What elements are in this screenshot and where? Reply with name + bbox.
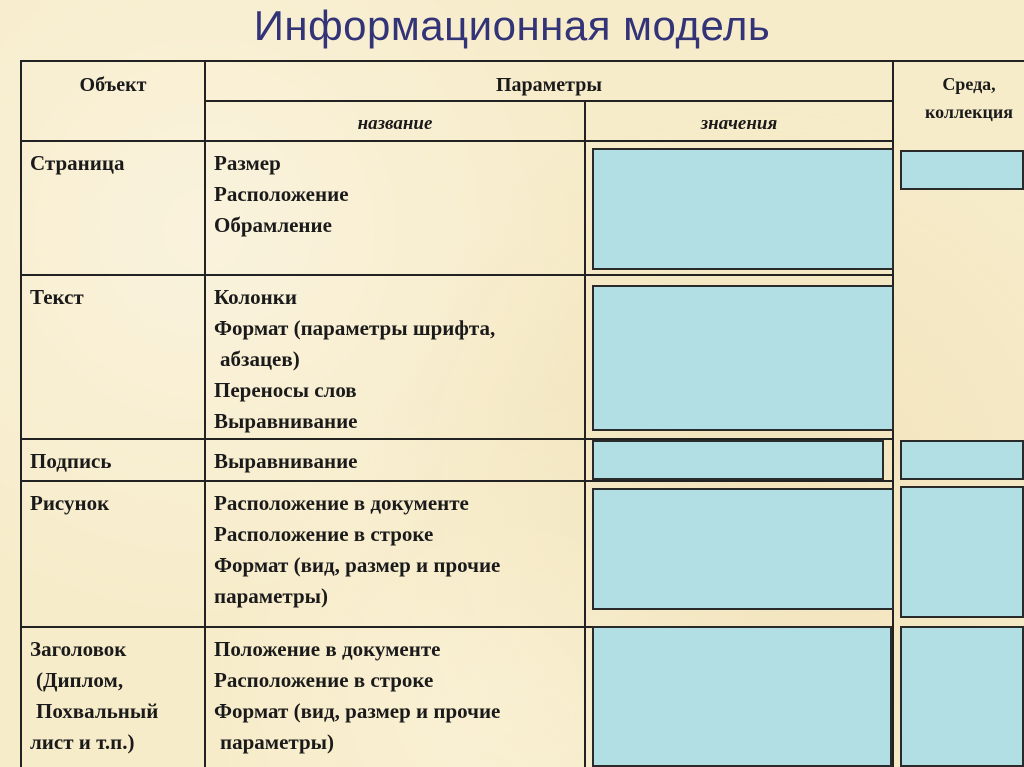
param-label: Расположение в строке [214, 668, 434, 692]
row-text-params [204, 274, 584, 440]
values-placeholder-box [592, 148, 894, 270]
row-text-object [20, 274, 204, 440]
values-placeholder-box [592, 440, 884, 480]
object-label: (Диплом, [36, 668, 124, 692]
param-label: Расположение [214, 182, 349, 206]
row-heading-object [20, 626, 204, 767]
row-heading-params [204, 626, 584, 767]
values-placeholder-box [592, 626, 892, 767]
param-label: Формат (вид, размер и прочие [214, 553, 501, 577]
param-label: Формат (параметры шрифта, [214, 316, 496, 340]
object-label: Похвальный [36, 699, 159, 723]
param-label: Расположение в строке [214, 522, 434, 546]
param-label: абзацев) [220, 347, 300, 371]
row-caption-object [20, 438, 204, 482]
param-label: Колонки [214, 285, 297, 309]
object-label: Заголовок [30, 637, 127, 661]
object-label: Текст [30, 285, 84, 309]
object-label: Подпись [30, 449, 112, 473]
object-label: Рисунок [30, 491, 110, 515]
slide-title: Информационная модель [253, 2, 771, 49]
environment-placeholder-box [900, 150, 1024, 190]
values-placeholder-box [592, 488, 894, 610]
environment-placeholder-box [900, 626, 1024, 767]
row-picture-params [204, 480, 584, 628]
header-environment: Среда, коллекция [892, 60, 1024, 142]
row-page-object [20, 140, 204, 276]
param-label: Выравнивание [214, 409, 358, 433]
row-picture-object [20, 480, 204, 628]
param-label: Выравнивание [214, 449, 358, 473]
object-label: лист и т.п.) [30, 730, 135, 754]
object-label: Страница [30, 151, 125, 175]
row-caption-params [204, 438, 584, 482]
header-parameters: Параметры [204, 60, 892, 102]
values-placeholder-box [592, 285, 894, 431]
param-label: Расположение в документе [214, 491, 469, 515]
param-label: Размер [214, 151, 281, 175]
environment-placeholder-box [900, 486, 1024, 618]
row-page-params [204, 140, 584, 276]
info-model-table [20, 60, 1024, 767]
param-label: параметры) [220, 730, 335, 754]
header-values: значения [584, 100, 892, 142]
header-name: название [204, 100, 584, 142]
param-label: параметры) [214, 584, 329, 608]
header-object: Объект [20, 60, 204, 142]
param-label: Формат (вид, размер и прочие [214, 699, 501, 723]
param-label: Положение в документе [214, 637, 441, 661]
param-label: Обрамление [214, 213, 332, 237]
environment-placeholder-box [900, 440, 1024, 480]
param-label: Переносы слов [214, 378, 357, 402]
